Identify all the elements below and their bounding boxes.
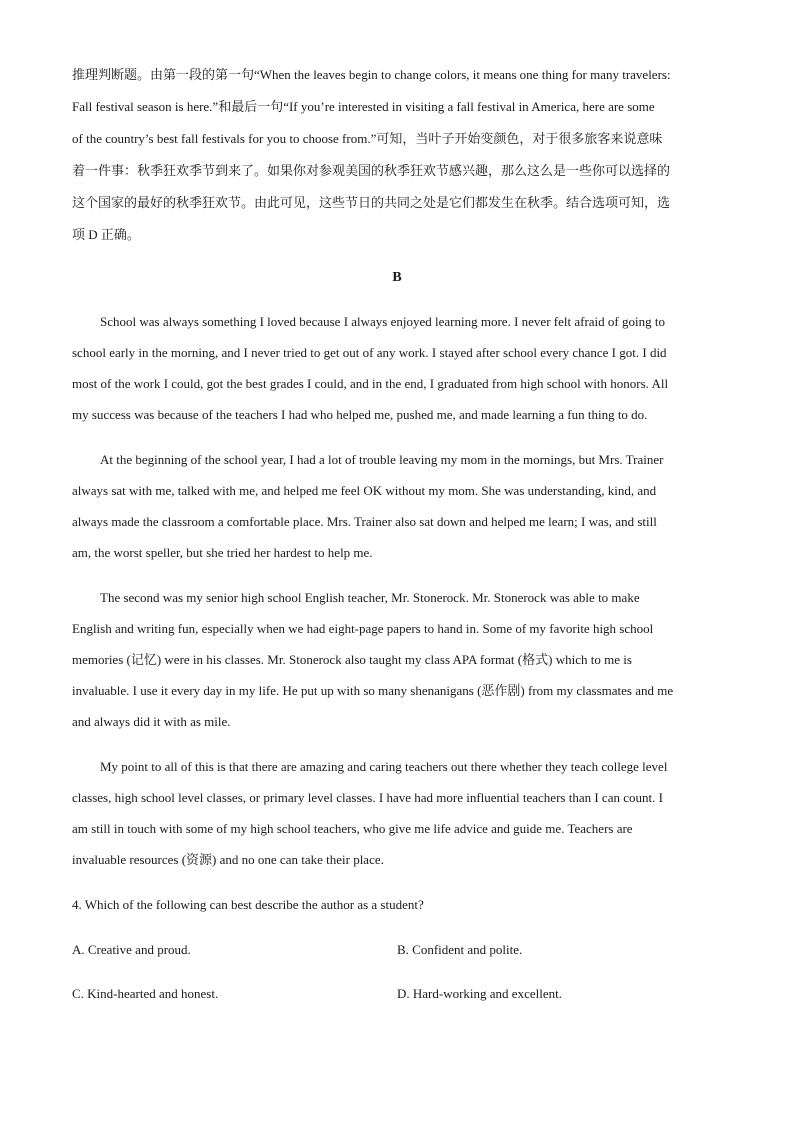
paragraph-line: am, the worst speller, but she tried her hardest to help me. — [72, 545, 373, 560]
explanation-line: 这个国家的最好的秋季狂欢节。由此可见，这些节日的共同之处是它们都发生在秋季。结合选项可知，选 — [72, 195, 671, 210]
paragraph-line: school early in the morning, and I never tried to get out of any work. I stayed after school every chance I got. I did — [72, 345, 667, 360]
paragraph-line: always sat with me, talked with me, and helped me feel OK without my mom. She was understanding, kind, and — [72, 483, 657, 498]
option-c: C. Kind-hearted and honest. — [72, 986, 219, 1001]
option-b: B. Confident and polite. — [397, 942, 523, 957]
explanation-line: 推理判断题。由第一段的第一句“When the leaves begin to change colors, it means one thing for many travelers: — [72, 67, 671, 82]
paragraph-line: English and writing fun, especially when we had eight-page papers to hand in. Some of my favorite high school — [72, 621, 654, 636]
paragraph-line: My point to all of this is that there are amazing and caring teachers out there whether they teach college level — [100, 759, 668, 774]
paragraph-line: am still in touch with some of my high school teachers, who give me life advice and guide me. Teachers are — [72, 821, 633, 836]
paragraph-line: At the beginning of the school year, I had a lot of trouble leaving my mom in the mornings, but Mrs. Trainer — [100, 452, 664, 467]
paragraph-line: most of the work I could, got the best grades I could, and in the end, I graduated from high school with honors. All — [72, 376, 669, 391]
option-d: D. Hard-working and excellent. — [397, 986, 562, 1001]
explanation-line: Fall festival season is here.”和最后一句“If you’re interested in visiting a fall festival in America, here are some — [72, 99, 655, 114]
paragraph-line: and always did it with as mile. — [72, 714, 231, 729]
paragraph-line: invaluable resources (资源) and no one can take their place. — [72, 852, 384, 867]
paragraph-line: The second was my senior high school English teacher, Mr. Stonerock. Mr. Stonerock was able to make — [100, 590, 640, 605]
paragraph-line: invaluable. I use it every day in my life. He put up with so many shenanigans (恶作剧) from my classmates and me — [72, 683, 674, 698]
paragraph-line: always made the classroom a comfortable place. Mrs. Trainer also sat down and helped me learn; I was, and still — [72, 514, 657, 529]
paragraph-line: memories (记忆) were in his classes. Mr. Stonerock also taught my class APA format (格式) which to me is — [72, 652, 632, 667]
explanation-line: 着一件事：秋季狂欢季节到来了。如果你对参观美国的秋季狂欢节感兴趣，那么这么是一些你可以选择的 — [72, 163, 671, 178]
explanation-line: of the country’s best fall festivals for you to choose from.”可知，当叶子开始变颜色，对于很多旅客来说意味 — [72, 131, 663, 146]
paragraph-line: School was always something I loved because I always enjoyed learning more. I never felt afraid of going to — [100, 314, 665, 329]
explanation-line: 项 D 正确。 — [72, 227, 140, 242]
question-stem: 4. Which of the following can best describe the author as a student? — [72, 897, 424, 912]
paragraph-line: classes, high school level classes, or primary level classes. I have had more influential teachers than I can count. I — [72, 790, 663, 805]
option-a: A. Creative and proud. — [72, 942, 191, 957]
paragraph-line: my success was because of the teachers I had who helped me, pushed me, and made learning a fun thing to do. — [72, 407, 648, 422]
section-title: B — [392, 270, 402, 285]
